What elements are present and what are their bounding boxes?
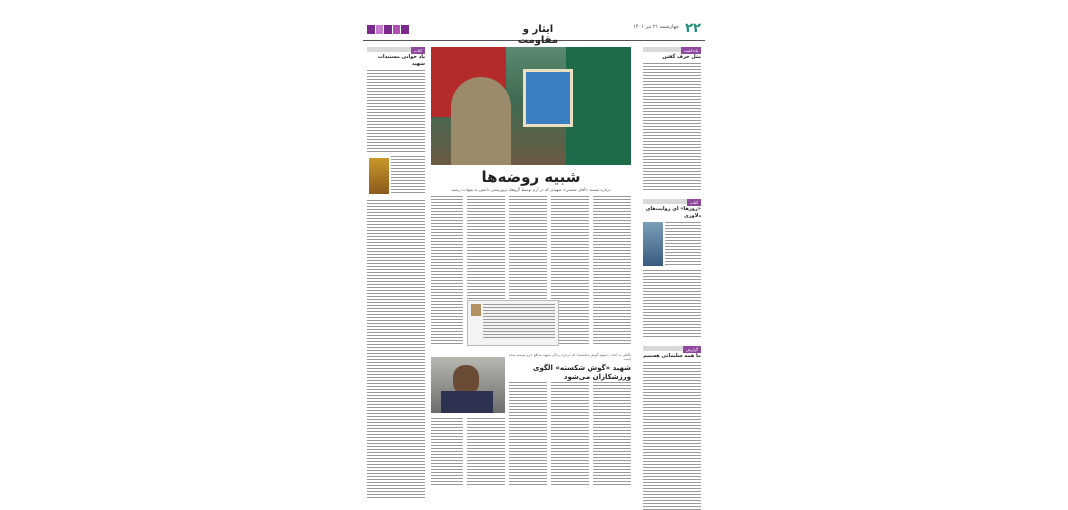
right-column-title: مثل حرف گفتن <box>662 54 701 60</box>
page-number: ۲۲ <box>685 21 701 36</box>
book-cover-image <box>369 158 389 194</box>
left-column <box>367 47 425 500</box>
article-column <box>593 196 631 346</box>
second-story-column <box>593 382 631 486</box>
section-title: ایثار و مقاومت <box>517 24 559 46</box>
right-book-tag: کتاب <box>687 199 701 206</box>
right-bottom-body <box>643 362 701 510</box>
second-story-kicker: نگاهی به کتاب «شهید گوش شکسته» که درباره زندگی شهید مدافع حرم نوشته شده است <box>508 353 631 361</box>
left-column-tag: کتاب <box>411 47 425 54</box>
second-story-column <box>551 382 589 486</box>
inset-photo <box>471 304 481 316</box>
right-book-title: «روزها» ای روایت‌های دلاوری <box>645 206 701 219</box>
article-column <box>431 196 463 346</box>
right-bottom-title: ما همه سلیمانی هستیم <box>643 353 701 359</box>
left-column-body <box>367 70 425 152</box>
left-column-title: یاد خوانی مستندات شهید <box>377 54 425 67</box>
second-story-column <box>467 418 505 486</box>
page-header <box>363 20 705 46</box>
right-bottom-tag: گزارش <box>683 346 701 353</box>
second-story-headline: شهید «گوش شکسته» الگوی ورزشکاران می‌شود <box>533 364 631 381</box>
main-headline: شبیه روضه‌ها <box>481 168 581 186</box>
newspaper-logo-icon <box>367 25 409 34</box>
right-column-body <box>643 63 701 191</box>
book-cover-image <box>643 222 663 266</box>
main-subheadline: درباره مستند «آقای محسن» شهیدی که در آرم توسط گروهک تروریستی داعش به شهادت رسید <box>451 187 611 192</box>
second-story-photo <box>431 357 505 413</box>
second-story-column <box>509 382 547 486</box>
right-book-body <box>643 270 701 338</box>
date-line: چهارشنبه ۲۱ تیر ۱۴۰۱ <box>633 24 679 30</box>
newspaper-page <box>363 20 705 490</box>
right-column-tag: یادداشت <box>681 47 701 54</box>
second-story-column <box>431 418 463 486</box>
inset-box <box>467 300 559 346</box>
right-column <box>643 47 701 510</box>
main-photo <box>431 47 631 165</box>
left-column-body-2 <box>367 200 425 500</box>
